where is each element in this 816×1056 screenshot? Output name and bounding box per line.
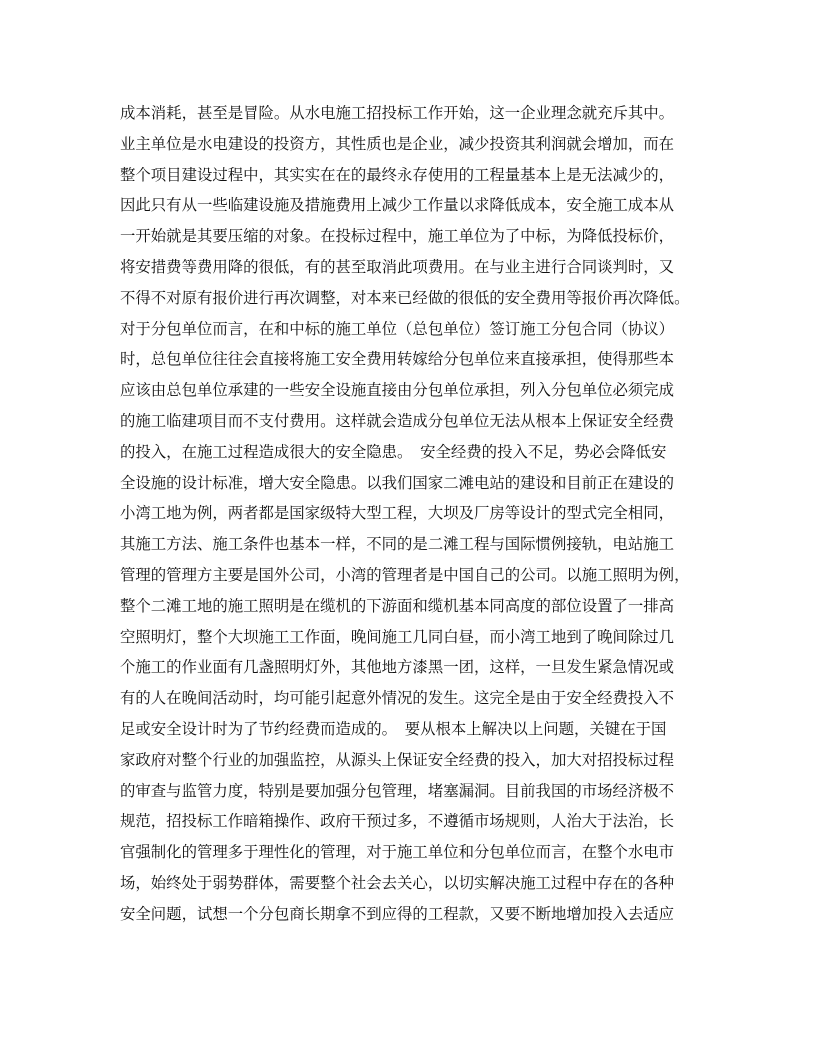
text-line: 家政府对整个行业的加强监控，从源头上保证安全经费的投入，加大对招投标过程: [120, 750, 675, 769]
text-line: 安全问题，试想一个分包商长期拿不到应得的工程款，又要不断地增加投入去适应: [120, 904, 675, 923]
text-line: 有的人在晚间活动时，均可能引起意外情况的发生。这完全是由于安全经费投入不: [120, 689, 675, 708]
text-line: 成本消耗，甚至是冒险。从水电施工招投标工作开始，这一企业理念就充斥其中。: [120, 104, 675, 122]
text-line: 管理的管理方主要是国外公司，小湾的管理者是中国自己的公司。以施工照明为例，: [120, 565, 690, 584]
text-line: 不得不对原有报价进行再次调整，对本来已经做的很低的安全费用等报价再次降低。: [120, 288, 690, 307]
text-line: 一开始就是其要压缩的对象。在投标过程中，施工单位为了中标，为降低投标价，: [120, 227, 675, 246]
text-line: 整个项目建设过程中，其实实在在的最终永存使用的工程量基本上是无法减少的，: [120, 165, 675, 184]
text-line: 的审查与监管力度，特别是要加强分包管理，堵塞漏洞。目前我国的市场经济极不: [120, 781, 675, 800]
text-line: 全设施的设计标准，增大安全隐患。以我们国家二滩电站的建设和目前正在建设的: [120, 473, 675, 492]
text-line: 整个二滩工地的施工照明是在缆机的下游面和缆机基本同高度的部位设置了一排高: [120, 596, 675, 615]
text-line: 其施工方法、施工条件也基本一样，不同的是二滩工程与国际惯例接轨，电站施工: [120, 535, 675, 554]
text-line: 小湾工地为例，两者都是国家级特大型工程，大坝及厂房等设计的型式完全相同，: [120, 504, 675, 523]
text-line: 的投入，在施工过程造成很大的安全隐患。 安全经费的投入不足，势必会降低安: [120, 442, 667, 461]
text-line: 规范，招投标工作暗箱操作、政府干预过多，不遵循市场规则，人治大于法治，长: [120, 812, 675, 831]
text-line: 的施工临建项目而不支付费用。这样就会造成分包单位无法从根本上保证安全经费: [120, 411, 675, 430]
text-line: 足或安全设计时为了节约经费而造成的。 要从根本上解决以上问题，关键在于国: [120, 719, 667, 738]
text-line: 应该由总包单位承建的一些安全设施直接由分包单位承担，列入分包单位必须完成: [120, 381, 675, 400]
body-text: [120, 98, 700, 930]
text-line: 对于分包单位而言，在和中标的施工单位（总包单位）签订施工分包合同（协议）: [120, 319, 675, 338]
text-line: 个施工的作业面有几盏照明灯外，其他地方漆黑一团，这样，一旦发生紧急情况或: [120, 658, 675, 677]
text-line: 空照明灯，整个大坝施工工作面，晚间施工几同白昼，而小湾工地到了晚间除过几: [120, 627, 675, 646]
text-line: 因此只有从一些临建设施及措施费用上减少工作量以求降低成本，安全施工成本从: [120, 196, 675, 215]
text-line: 时，总包单位往往会直接将施工安全费用转嫁给分包单位来直接承担，使得那些本: [120, 350, 675, 369]
text-line: 将安措费等费用降的很低，有的甚至取消此项费用。在与业主进行合同谈判时，又: [120, 257, 675, 276]
text-line: 官强制化的管理多于理性化的管理，对于施工单位和分包单位而言，在整个水电市: [120, 843, 675, 862]
text-line: 业主单位是水电建设的投资方，其性质也是企业，减少投资其利润就会增加，而在: [120, 134, 675, 153]
text-line: 场，始终处于弱势群体，需要整个社会去关心，以切实解决施工过程中存在的各种: [120, 873, 675, 892]
